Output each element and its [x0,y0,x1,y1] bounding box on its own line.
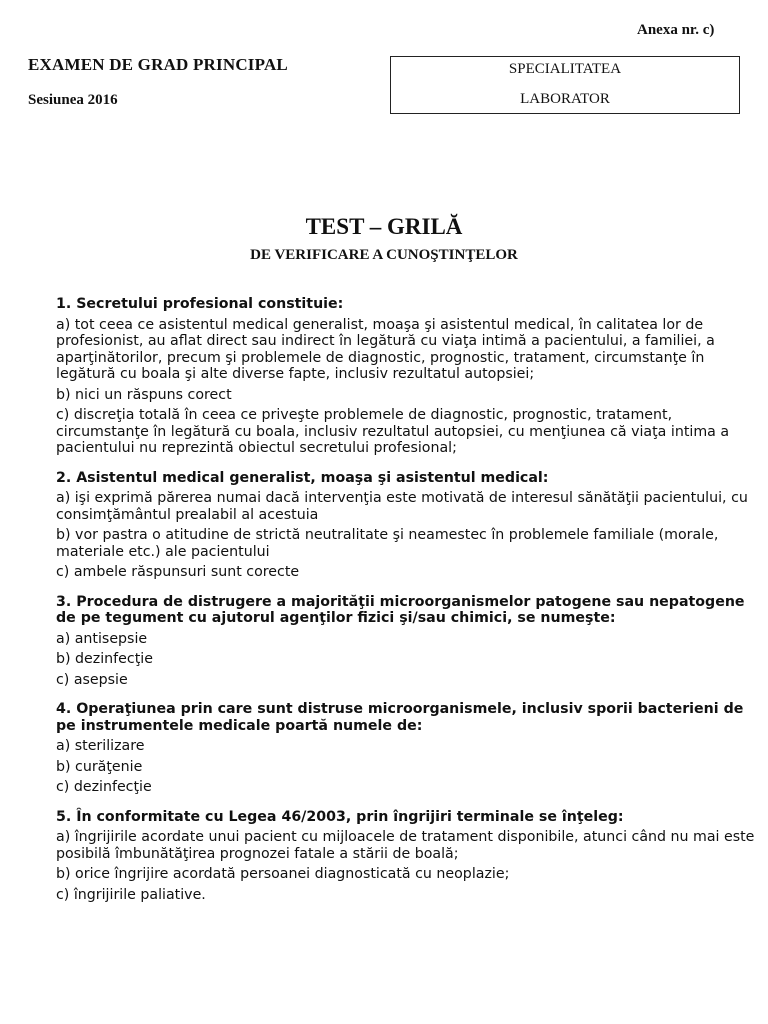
answer-option: c) ambele răspunsuri sunt corecte [56,564,300,580]
answer-option: b) nici un răspuns corect [56,386,232,403]
answer-option: a) işi exprimă părerea numai dacă intervenţia este motivată de interesul sănătăţii pacientului, cu consimţământul prealabil al acestuia [56,490,748,523]
question-1 [56,296,756,457]
question-text: 5. În conformitate cu Legea 46/2003, prin îngrijiri terminale se înţeleg: [56,808,624,825]
question-text: 4. Operaţiunea prin care sunt distruse microorganismele, inclusiv sporii bacterieni de pe instrumentele medicale poartă numele de: [56,701,744,734]
question-text: 2. Asistentul medical generalist, moaşa şi asistentul medical: [56,469,549,486]
question-3 [56,594,756,689]
answer-option: a) îngrijirile acordate unui pacient cu mijloacele de tratament disponibile, atunci când nu mai este posibilă îmbunătăţirea prognozei fatale a stării de boală; [56,829,755,862]
question-4 [56,701,756,796]
answer-option: a) tot ceea ce asistentul medical generalist, moaşa şi asistentul medical, în calitatea lor de profesionist, au aflat direct sau indirect în legătură cu viaţa intimă a pacientului, a familiei, a aparţinătorilor, precum şi problemele de diagnostic, prognostic, tratament, circumstanţe în legătură cu boala şi alte diverse fapte, inclusiv rezultatul autopsiei; [56,316,715,382]
question-2 [56,470,756,581]
answer-option: b) curăţenie [56,758,143,775]
answer-option: c) îngrijirile paliative. [56,886,206,903]
question-text: 1. Secretului profesional constituie: [56,296,344,312]
answer-option: c) dezinfecţie [56,779,152,795]
answer-option: a) sterilizare [56,738,145,754]
answer-option: b) dezinfecţie [56,651,153,667]
answer-option: a) antisepsie [56,630,148,647]
answer-option: b) vor pastra o atitudine de strictă neutralitate şi neamestec în problemele familiale (morale, materiale etc.) ale pacientului [56,527,719,560]
test-subtitle: DE VERIFICARE A CUNOŞTINŢELOR [250,247,518,263]
exam-title: EXAMEN DE GRAD PRINCIPAL [28,55,288,74]
question-list [56,296,756,916]
specialty-box [390,56,740,114]
question-text: 3. Procedura de distrugere a majorităţii microorganismelor patogene sau nepatogene de pe tegument cu ajutorul agenţilor fizici şi/sau chimici, se numeşte: [56,593,745,626]
annex-label: Anexa nr. c) [637,22,715,38]
answer-option: c) discreţia totală în ceea ce priveşte problemele de diagnostic, prognostic, tratament, circumstanţe în legătură cu boala, inclusiv rezultatul autopsiei, cu menţiunea că viaţa intima a pacientului nu reprezintă obiectul secretului profesional; [56,407,730,456]
answer-option: b) orice îngrijire acordată persoanei diagnosticată cu neoplazie; [56,866,510,882]
question-5 [56,809,756,904]
specialty-value: LABORATOR [520,91,610,107]
test-title: TEST – GRILĂ [305,214,463,239]
specialty-label: SPECIALITATEA [508,61,622,77]
answer-option: c) asepsie [56,671,128,688]
session-label: Sesiunea 2016 [28,92,118,108]
